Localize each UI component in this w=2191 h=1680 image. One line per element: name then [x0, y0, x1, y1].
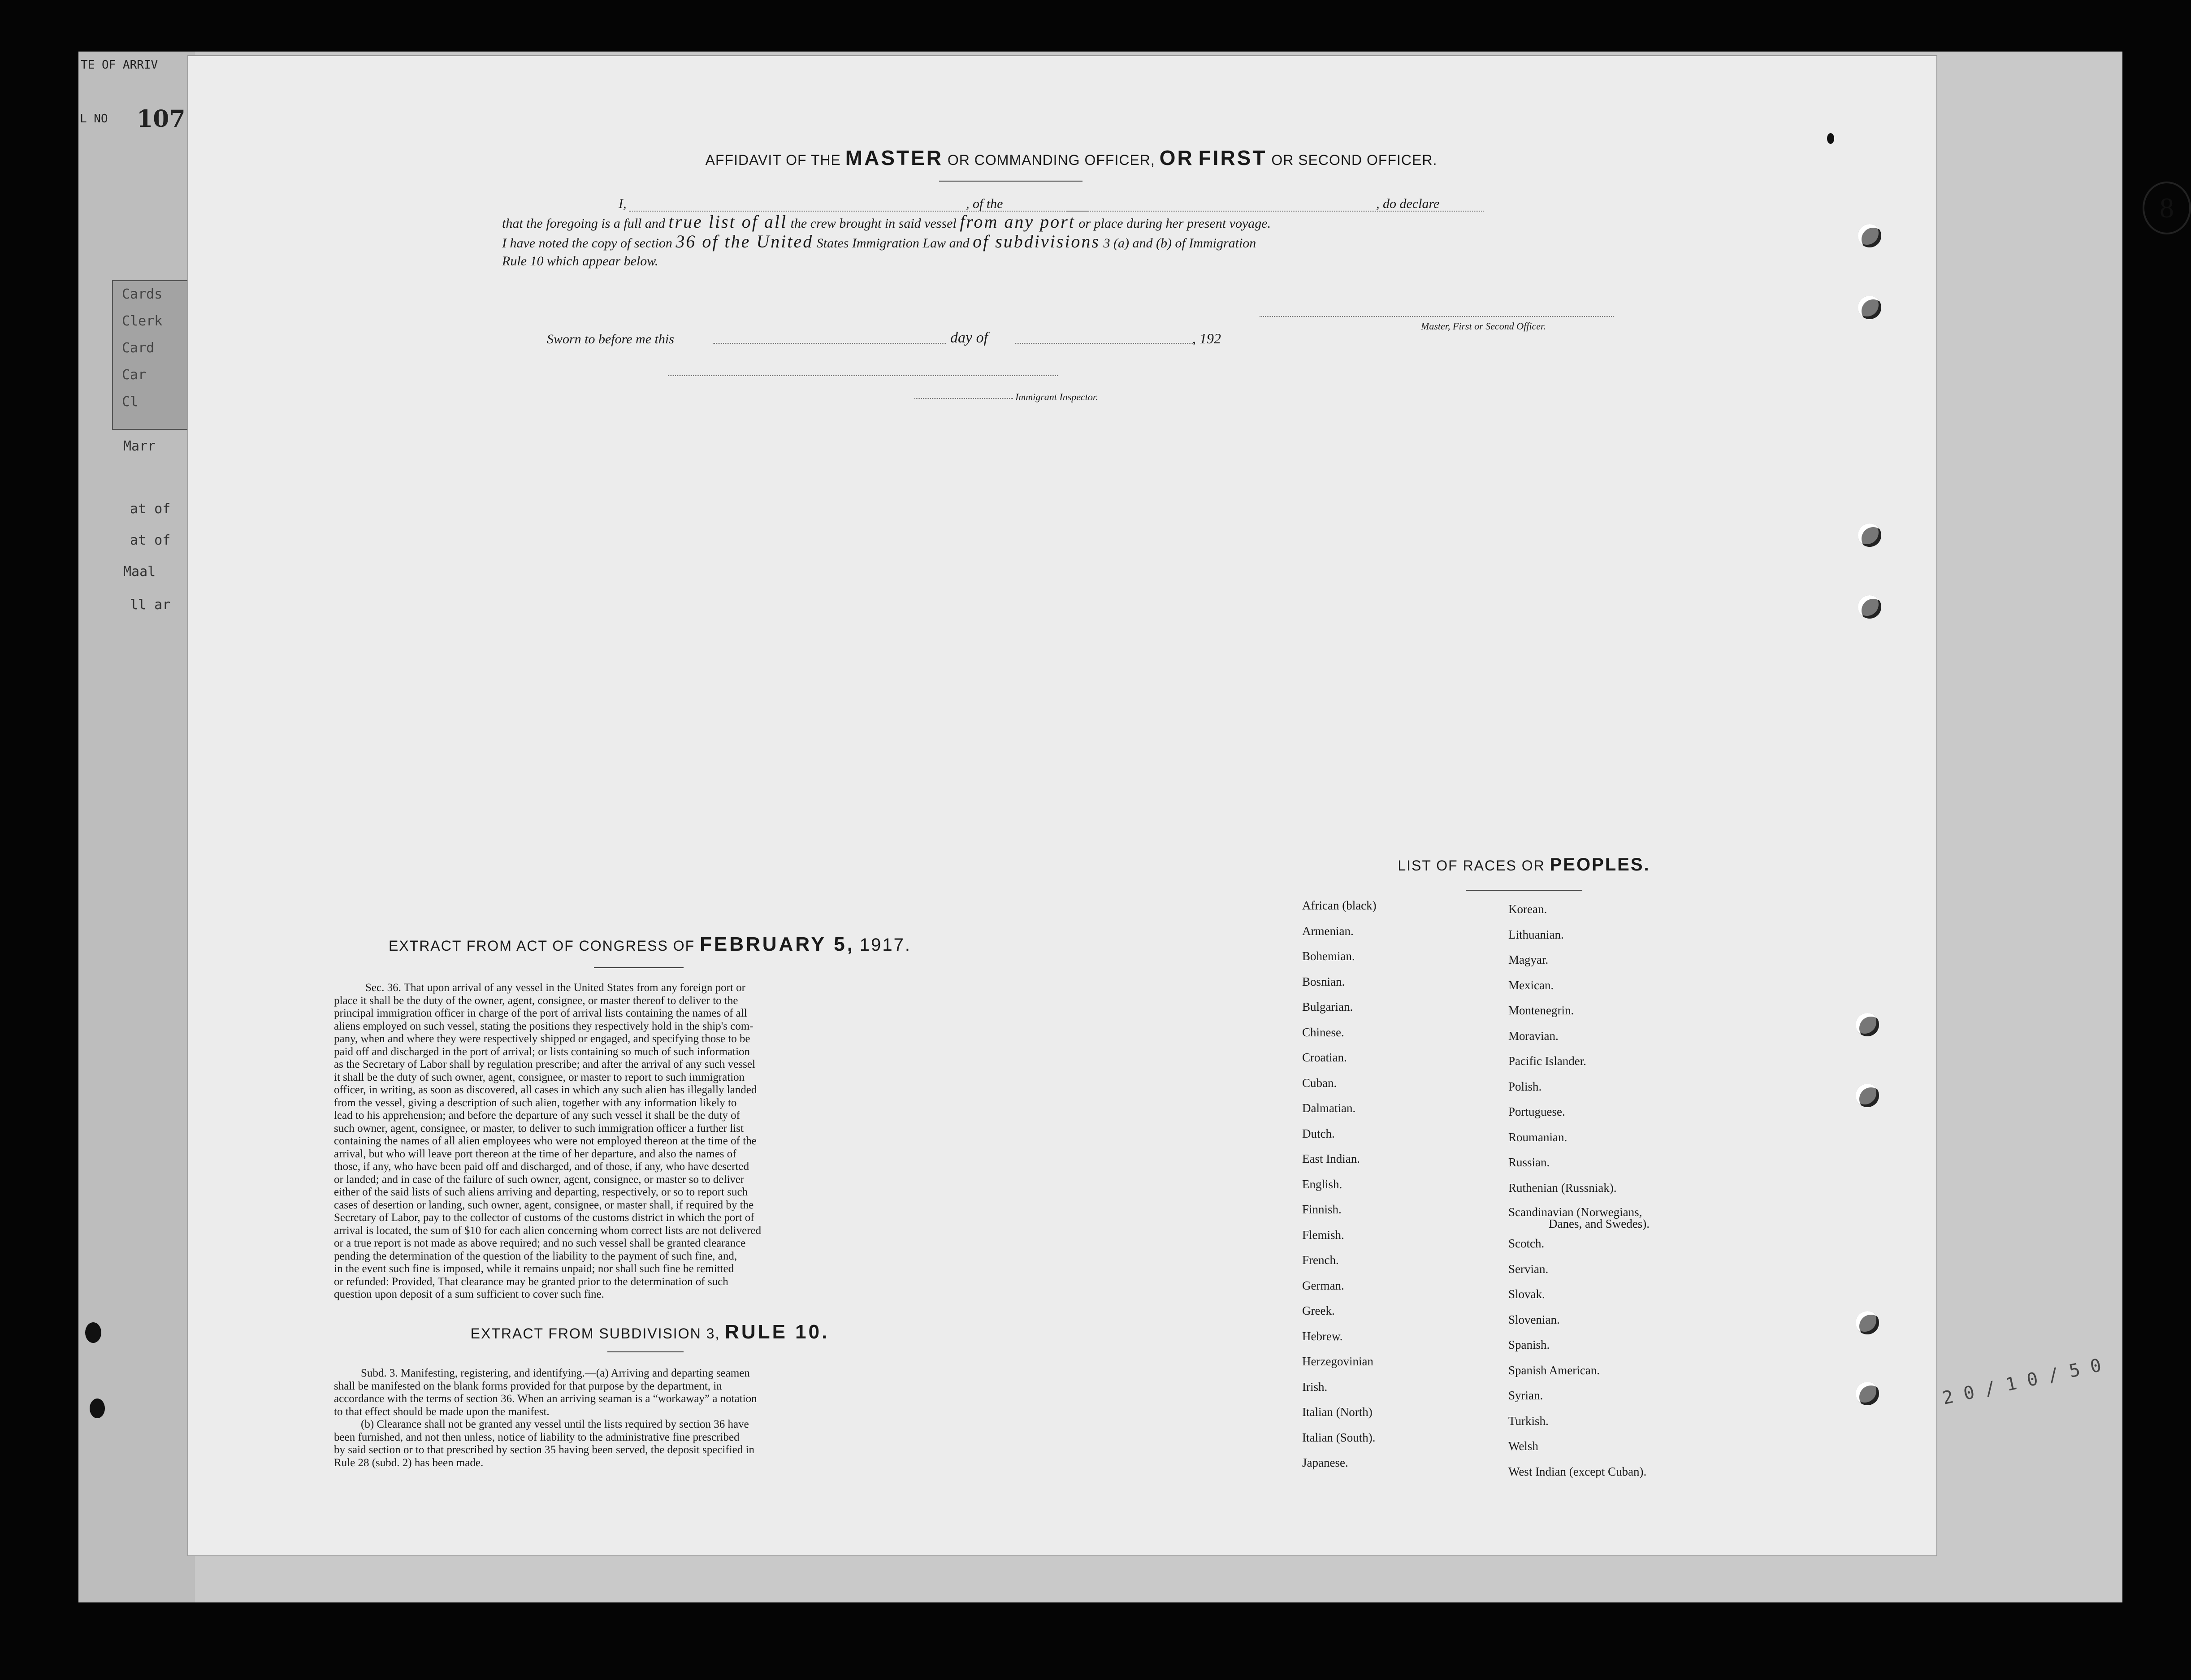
punch-hole [1858, 224, 1881, 247]
edge-mark: ll ar [130, 597, 171, 613]
race-item: Bulgarian. [1302, 1000, 1353, 1013]
races-heading: LIST OF RACES OR PEOPLES. [1398, 855, 1650, 875]
race-item: Finnish. [1302, 1203, 1342, 1216]
sworn-line: Sworn to before me this [547, 332, 674, 346]
title-rule [939, 181, 1083, 182]
section-line: such owner, agent, consignee, or master, to deliver to such immigration officer a further list [334, 1122, 744, 1134]
extract-act-rule [594, 967, 684, 968]
races-rule [1466, 890, 1582, 891]
section-line: lead to his apprehension; and before the departure of any such vessel it shall be the duty of [334, 1109, 740, 1121]
rule-10-text [334, 1367, 961, 1469]
inspector-signature-line[interactable] [668, 375, 1058, 376]
race-item: Russian. [1508, 1156, 1550, 1169]
arrival-stamp-line: TE OF ARRIV [81, 58, 158, 72]
race-item: Slovak. [1508, 1287, 1545, 1301]
race-item: Hebrew. [1302, 1329, 1343, 1343]
signer-label: Master, First or Second Officer. [1421, 320, 1546, 332]
section-line: arrival, but who will leave port thereon at the time of her departure, and also the names of [334, 1147, 736, 1160]
edge-mark: at of [130, 533, 171, 548]
race-item: Korean. [1508, 902, 1547, 916]
race-item: Roumanian. [1508, 1130, 1567, 1144]
race-item: Polish. [1508, 1079, 1542, 1093]
sworn-month-field[interactable] [1015, 343, 1195, 344]
punch-hole [1856, 1311, 1879, 1334]
race-item: West Indian (except Cuban). [1508, 1464, 1647, 1478]
race-item: East Indian. [1302, 1152, 1360, 1165]
punch-hole [1858, 524, 1881, 547]
vessel-field[interactable] [1067, 211, 1484, 212]
section-line: in the event such fine is imposed, while it remains unpaid; nor shall such fine be remitted [334, 1263, 734, 1275]
section-line: paid off and discharged in the port of arrival; or lists containing so much of such information [334, 1045, 750, 1058]
race-item: Portuguese. [1508, 1105, 1565, 1118]
race-item: Dutch. [1302, 1126, 1335, 1140]
punch-hole [1856, 1382, 1879, 1405]
sworn-day-field[interactable] [713, 343, 946, 344]
race-item: Armenian. [1302, 924, 1354, 938]
rule-line: (b) Clearance shall not be granted any vessel until the lists required by section 36 have [361, 1418, 749, 1430]
race-item: German. [1302, 1278, 1344, 1292]
inspector-label: Immigrant Inspector. [1015, 391, 1098, 403]
ink-dot [1827, 133, 1834, 144]
section-line: it shall be the duty of such owner, agent, consignee, or master to report to such immigration [334, 1071, 745, 1083]
extract-rule-heading: EXTRACT FROM SUBDIVISION 3, RULE 10. [470, 1321, 830, 1343]
binder-hole-mark [90, 1399, 105, 1418]
declaration-text: I, , of the , do declare that the foregoing is a full and true list of all the crew brought in said vessel from any port or place during her present voyage. I have noted the copy of section 36 of the United States Immigration Law and of subdivisions 3 (a) and (b) of Immigration Rule 10 which appear below. [502, 196, 1440, 268]
race-item: Lithuanian. [1508, 927, 1564, 941]
race-item: Slovenian. [1508, 1312, 1560, 1326]
race-item: Scotch. [1508, 1237, 1545, 1250]
punch-hole [1858, 595, 1881, 619]
race-item: Spanish. [1508, 1338, 1550, 1351]
section-line: pany, when and where they were respectively shipped or engaged, and specifying those to be [334, 1033, 750, 1045]
race-item: Scandinavian (Norwegians, Danes, and Swedes). [1508, 1205, 1650, 1230]
race-item: Welsh [1508, 1439, 1538, 1453]
race-item: Moravian. [1508, 1029, 1559, 1043]
section-line: principal immigration officer in charge of the port of arrival lists containing the names of all [334, 1007, 747, 1019]
section-line: aliens employed on such vessel, stating the positions they respectively hold in the ship's com- [334, 1020, 753, 1032]
race-item: Dalmatian. [1302, 1101, 1356, 1115]
race-item: Magyar. [1508, 953, 1549, 966]
section-line: Secretary of Labor, pay to the collector of customs of the customs district in which the port of [334, 1212, 754, 1224]
section-line: officer, in writing, as soon as discovered, all cases in which any such alien has illegally landed [334, 1084, 757, 1096]
signature-line[interactable] [1260, 316, 1614, 317]
section-line: those, if any, who have been paid off and discharged, and of those, if any, who have deserted [334, 1160, 749, 1173]
list-number: 107 [137, 105, 186, 133]
punch-hole [1858, 296, 1881, 319]
race-item: Italian (South). [1302, 1430, 1376, 1444]
race-item: Pacific Islander. [1508, 1054, 1586, 1068]
extract-rule-rule [607, 1351, 684, 1352]
race-item: Mexican. [1508, 978, 1554, 992]
rule-line: to that effect should be made upon the manifest. [334, 1405, 550, 1418]
name-field[interactable] [629, 211, 1088, 212]
edge-mark: Marr [123, 438, 156, 454]
edge-mark: Maal [123, 564, 156, 580]
section-line: arrival is located, the sum of $10 for each alien concerning whom correct lists are not delivered [334, 1224, 762, 1237]
race-item: Syrian. [1508, 1389, 1543, 1402]
rule-line: by said section or to that prescribed by section 35 having been served, the deposit specified in [334, 1444, 754, 1456]
section-36-text: Sec. 36. That upon arrival of any vessel in the United States from any foreign port or place it shall be the duty of the owner, agent, consignee, or master thereof to deliver to the principal immigration officer in charge of the port of arrival lists containing the names of all aliens employed on such vessel, stating the positions they respectively hold in the ship's com- pany, when and where they were respectively shipped or engaged, and specifying those to be paid off and discharged in the port of arrival; or lists containing so much of such information as the Secretary of Labor shall by regulation prescribe; and after the arrival of any such vessel it shall be the duty of such owner, agent, consignee, or master to report to such immigration officer, in writing, as soon as discovered, all cases in which any such alien has illegally landed from the vessel, giving a description of such alien, together with any information likely to lead to his apprehension; and before the departure of any such vessel it shall be the duty of such owner, agent, consignee, or master, to deliver to such immigration officer a further list containing the names of all alien employees who were not employed thereon at the time of the arrival, but who will leave port thereon at the time of her departure, and also the names of those, if any, who have been paid off and discharged, and of those, if any, who have deserted or landed; and in case of the failure of such owner, agent, consignee, or master so to deliver either of the said lists of such aliens arriving and departing, respectively, or so to report such cases of desertion or landing, such owner, agent, consignee, or master shall, if required by the Secretary of Labor, pay to the collector of customs of the customs district in which the port of arrival is located, the sum of $10 for each alien concerning whom correct lists are not delivered or a true report is not made as above required; and no such vessel shall be granted clearance pending the determination of the question of the liability to the payment of such fine, and, in the event such fine is imposed, while it remains unpaid; nor shall such fine be remitted or refunded: Provided, That clearance may be granted prior to the determination of such question upon deposit of a sum sufficient to cover such fine. [334, 982, 961, 1301]
section-line: pending the determination of the question of the liability to the payment of such fine, and, [334, 1250, 737, 1262]
race-item: Chinese. [1302, 1025, 1344, 1039]
races-column-1 [1302, 899, 1517, 1481]
rule-line: Subd. 3. Manifesting, registering, and identifying.—(a) Arriving and departing seamen [361, 1367, 750, 1379]
list-no-label: L NO [80, 112, 108, 126]
race-item: Servian. [1508, 1262, 1549, 1276]
race-item: African (black) [1302, 899, 1377, 912]
race-item: Italian (North) [1302, 1405, 1373, 1419]
race-item: Cuban. [1302, 1076, 1337, 1090]
section-line: question upon deposit of a sum sufficient to cover such fine. [334, 1288, 604, 1300]
race-item: Flemish. [1302, 1228, 1344, 1242]
section-line: place it shall be the duty of the owner, agent, consignee, or master thereof to deliver to the [334, 994, 738, 1007]
race-item: Turkish. [1508, 1414, 1549, 1428]
cards-stamp: Cards Clerk Card Car Cl [112, 280, 195, 430]
races-column-2 [1508, 902, 1723, 1490]
race-item: Greek. [1302, 1304, 1335, 1317]
race-item: Herzegovinian [1302, 1355, 1373, 1368]
rule-line: shall be manifested on the blank forms provided for that purpose by the department, in [334, 1380, 722, 1392]
punch-hole [1856, 1013, 1879, 1036]
section-line: from the vessel, giving a description of such alien, together with any information likely to [334, 1096, 737, 1109]
rule-line: Rule 28 (subd. 2) has been made. [334, 1456, 484, 1469]
inspector-field[interactable] [914, 398, 1013, 399]
race-item: Bohemian. [1302, 949, 1355, 963]
margin-pencil-notes: 2 0 / 1 0 / 5 0 [1940, 1355, 2104, 1409]
edge-mark: at of [130, 501, 171, 517]
race-item: Bosnian. [1302, 974, 1345, 988]
binder-hole-mark [85, 1322, 101, 1343]
race-item: Irish. [1302, 1380, 1328, 1394]
section-line: cases of desertion or landing, such owner, agent, consignee, or master shall, if required by the [334, 1199, 754, 1211]
race-item: Japanese. [1302, 1456, 1348, 1469]
race-item: Ruthenian (Russniak). [1508, 1181, 1617, 1195]
section-line: as the Secretary of Labor shall by regulation prescribe; and after the arrival of any such vessel [334, 1058, 755, 1070]
page-number: 8 [2143, 182, 2191, 234]
race-item: English. [1302, 1177, 1342, 1191]
year-label: , 192 [1192, 330, 1221, 346]
day-of-label: day of [950, 329, 988, 346]
section-line: containing the names of all alien employees who were not employed thereon at the time of the [334, 1135, 757, 1147]
section-line: or a true report is not made as above required; and no such vessel shall be granted clearance [334, 1237, 746, 1249]
section-line: either of the said lists of such aliens arriving and departing, respectively, or so to report such [334, 1186, 748, 1198]
rule-line: been furnished, and not then unless, notice of liability to the administrative fine prescribed [334, 1431, 740, 1443]
punch-hole [1856, 1084, 1879, 1107]
extract-act-heading: EXTRACT FROM ACT OF CONGRESS OF FEBRUARY 5, 1917. [389, 933, 911, 955]
rule-line: accordance with the terms of section 36. When an arriving seaman is a “workaway” a notation [334, 1393, 757, 1405]
race-item: Montenegrin. [1508, 1004, 1574, 1017]
affidavit-title: AFFIDAVIT OF THE MASTER OR COMMANDING OFFICER, OR FIRST OR SECOND OFFICER. [705, 146, 1438, 169]
section-line: or landed; and in case of the failure of such owner, agent, consignee, or master so to deliver [334, 1173, 745, 1186]
race-item: Spanish American. [1508, 1363, 1600, 1377]
race-item: French. [1302, 1253, 1339, 1267]
race-item: Croatian. [1302, 1051, 1347, 1064]
section-line: or refunded: Provided, That clearance may be granted prior to the determination of such [334, 1275, 728, 1288]
